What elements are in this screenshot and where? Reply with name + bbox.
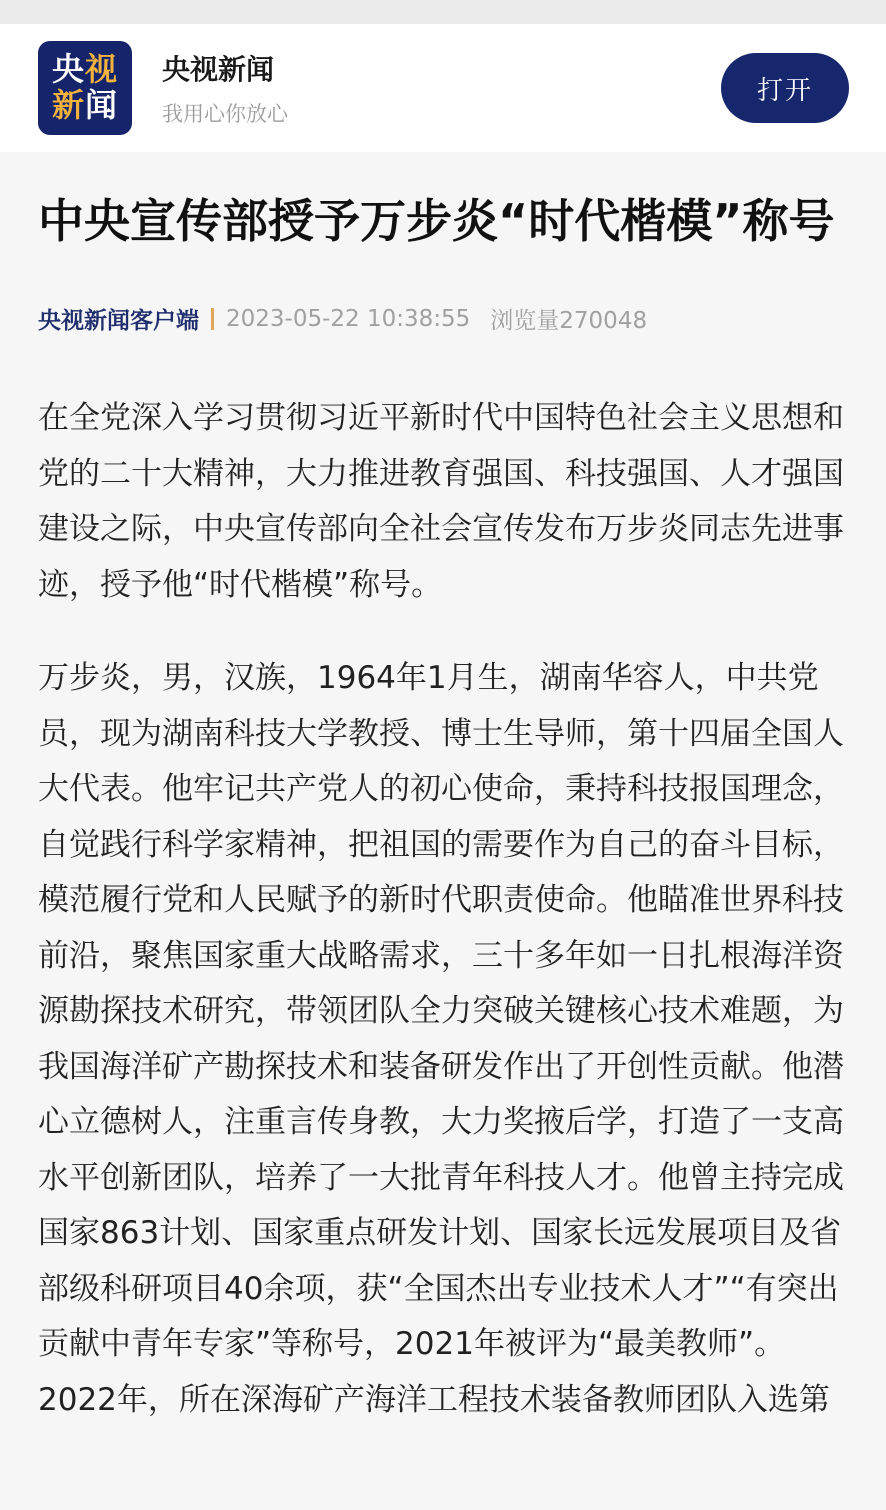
article-paragraph: 在全党深入学习贯彻习近平新时代中国特色社会主义思想和党的二十大精神，大力推进教育强国、科技强国、人才强国建设之际，中央宣传部向全社会宣传发布万步炎同志先进事迹，授予他“时代楷模”称号。 [38, 400, 844, 603]
article-meta [38, 302, 848, 335]
open-app-button[interactable]: 打开 [721, 53, 849, 123]
logo-char: 央 [51, 50, 85, 89]
article [0, 188, 886, 1428]
logo-char: 视 [85, 50, 119, 89]
meta-divider [211, 308, 214, 330]
cctv-news-logo [38, 41, 132, 135]
app-name: 央视新闻 [162, 53, 275, 86]
logo-char: 新 [51, 86, 85, 124]
logo-char: 闻 [85, 86, 119, 124]
article-paragraph: 万步炎，男，汉族，1964年1月生，湖南华容人，中共党员，现为湖南科技大学教授、博士生导师，第十四届全国人大代表。他牢记共产党人的初心使命，秉持科技报国理念，自觉践行科学家精神，把祖国的需要作为自己的奋斗目标，模范履行党和人民赋予的新时代职责使命。他瞄准世界科技前沿，聚焦国家重大战略需求，三十多年如一日扎根海洋资源勘探技术研究，带领团队全力突破关键核心技术难题，为我国海洋矿产勘探技术和装备研发作出了开创性贡献。他潜心立德树人，注重言传身教，大力奖掖后学，打造了一支高水平创新团队，培养了一大批青年科技人才。他曾主持完成国家863计划、国家重点研发计划、国家长远发展项目及省部级科研项目40余项，获“全国杰出专业技术人才”“有突出贡献中青年专家”等称号，2021年被评为“最美教师”。2022年，所在深海矿产海洋工程技术装备教师团队入选第 [38, 660, 844, 1418]
article-source[interactable]: 央视新闻客户端 [38, 308, 199, 334]
publish-datetime: 2023-05-22 10:38:55 [226, 305, 471, 332]
app-slogan: 我用心你放心 [162, 102, 288, 126]
article-title: 中央宣传部授予万步炎“时代楷模”称号 [38, 194, 835, 248]
app-info [162, 48, 288, 128]
status-strip [0, 0, 886, 24]
app-download-banner [0, 24, 886, 152]
view-count: 浏览量270048 [490, 308, 648, 334]
